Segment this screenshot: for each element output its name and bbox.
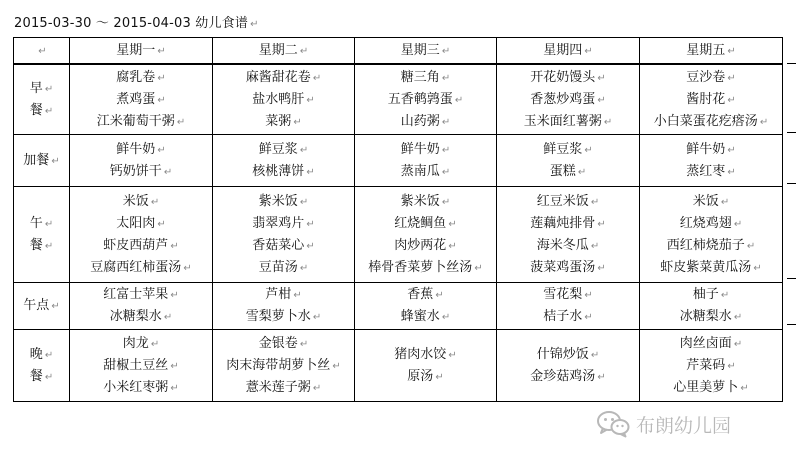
dish-line (640, 355, 782, 377)
dish-text: 鲜牛奶 (400, 141, 440, 157)
dish-text: 盐水鸭肝 (252, 91, 305, 107)
dish-text: 肉炒两花 (394, 237, 447, 253)
menu-cell-breakfast-monday (70, 64, 213, 135)
dish-line (640, 306, 782, 328)
paragraph-mark: ↵ (441, 312, 451, 323)
menu-cell-afternoon-snack-friday (640, 283, 783, 330)
paragraph-mark: ↵ (746, 240, 756, 252)
weekly-menu-table (13, 37, 783, 402)
edge-mark (787, 324, 796, 325)
dish-line (213, 333, 354, 355)
meal-row-snack (14, 135, 783, 187)
dish-text: 雪梨萝卜水 (245, 309, 311, 324)
dish-text: 香葱炒鸡蛋 (530, 91, 596, 107)
menu-cell-lunch-wednesday (355, 187, 497, 283)
paragraph-mark: ↵ (170, 240, 179, 252)
paragraph-mark: ↵ (299, 262, 309, 274)
dish-line (497, 213, 639, 235)
paragraph-mark: ↵ (250, 19, 259, 30)
dish-text: 米饭 (692, 193, 719, 209)
dish-text: 蛋糕 (549, 163, 576, 179)
dish-line (355, 306, 496, 328)
dish-line (70, 89, 212, 111)
paragraph-mark: ↵ (44, 349, 54, 361)
dish-line (70, 139, 212, 161)
dish-line (355, 161, 496, 183)
dish-text: 红烧鸡翅 (679, 215, 732, 231)
paragraph-mark: ↵ (306, 218, 315, 230)
dish-text: 五香鹌鹑蛋 (387, 91, 453, 107)
paragraph-mark: ↵ (441, 166, 451, 178)
paragraph-mark: ↵ (727, 166, 736, 178)
paragraph-mark: ↵ (603, 116, 613, 128)
dish-text: 菜粥 (265, 113, 292, 129)
dish-line (70, 355, 212, 377)
dish-text: 腐乳卷 (116, 69, 156, 85)
paragraph-mark: ↵ (157, 218, 166, 230)
menu-cell-afternoon-snack-thursday (497, 283, 640, 330)
menu-cell-breakfast-wednesday (355, 64, 497, 135)
paragraph-mark: ↵ (435, 371, 444, 383)
dish-text: 糖三角 (400, 69, 440, 85)
dish-text: 星期五 (686, 42, 726, 58)
dish-text: 紫米饭 (258, 193, 298, 209)
dish-text: 核桃薄饼 (252, 163, 305, 179)
paragraph-mark: ↵ (435, 290, 444, 301)
dish-text: 麻酱甜花卷 (245, 69, 311, 85)
menu-cell-afternoon-snack-tuesday (213, 283, 355, 330)
dish-text: 蒸红枣 (686, 163, 726, 179)
menu-cell-lunch-tuesday (213, 187, 355, 283)
menu-cell-dinner-friday (640, 330, 783, 402)
paragraph-mark: ↵ (733, 218, 743, 230)
paragraph-mark: ↵ (441, 45, 451, 57)
dish-line (213, 139, 354, 161)
dish-line (213, 213, 354, 235)
dish-text: 薏米莲子粥 (245, 379, 311, 395)
dish-line (70, 111, 212, 133)
paragraph-mark: ↵ (157, 94, 166, 106)
menu-cell-dinner-tuesday (213, 330, 355, 402)
dish-line (640, 213, 782, 235)
paragraph-mark: ↵ (51, 301, 60, 312)
paragraph-mark: ↵ (170, 382, 179, 394)
meal-label-line (14, 366, 69, 388)
dish-line (355, 191, 496, 213)
paragraph-mark: ↵ (597, 72, 606, 84)
dish-text: 餐 (29, 102, 43, 118)
menu-cell-lunch-friday (640, 187, 783, 283)
paragraph-mark: ↵ (733, 338, 743, 350)
dish-line (355, 111, 496, 133)
paragraph-mark: ↵ (299, 144, 309, 156)
dish-text: 小米红枣粥 (103, 379, 169, 395)
dish-text: 鲜豆浆 (258, 141, 298, 157)
dish-line (213, 306, 354, 328)
day-label (70, 40, 212, 62)
dish-text: 玉米面红薯粥 (523, 113, 602, 129)
dish-text: 星期三 (400, 42, 440, 58)
dish-text: 西红柿烧茄子 (666, 237, 745, 253)
dish-line (640, 139, 782, 161)
dish-text: 虾皮西葫芦 (103, 237, 169, 253)
dish-line (213, 111, 354, 133)
day-header-friday (640, 38, 783, 65)
paragraph-mark: ↵ (44, 371, 54, 383)
paragraph-mark: ↵ (293, 116, 302, 128)
dish-line (640, 111, 782, 133)
dish-text: 什锦炒饭 (536, 346, 589, 362)
dish-text: 江米葡萄干粥 (96, 113, 175, 129)
dish-text: 虾皮紫菜黄瓜汤 (660, 259, 752, 275)
dish-text: 甜椒土豆丝 (103, 357, 169, 373)
paragraph-mark: ↵ (306, 166, 315, 178)
dish-line (213, 257, 354, 279)
edge-mark (787, 132, 796, 133)
dish-line (70, 284, 212, 306)
dish-text: 莲藕炖排骨 (530, 215, 596, 231)
dish-text: 香菇菜心 (252, 237, 305, 253)
menu-cell-snack-thursday (497, 135, 640, 187)
paragraph-mark: ↵ (299, 338, 309, 350)
menu-cell-snack-tuesday (213, 135, 355, 187)
day-header-tuesday (213, 38, 355, 65)
dish-text: 雪花梨 (543, 287, 583, 302)
dish-line (640, 161, 782, 183)
dish-line (355, 366, 496, 388)
edge-mark (787, 183, 796, 184)
dish-line (497, 67, 639, 89)
paragraph-mark: ↵ (448, 240, 457, 252)
dish-line (355, 257, 496, 279)
menu-cell-snack-monday (70, 135, 213, 187)
dish-line (497, 284, 639, 306)
dish-text: 翡翠鸡片 (252, 215, 305, 231)
dish-text: 芹菜码 (686, 357, 726, 373)
day-label (497, 40, 639, 62)
paragraph-mark: ↵ (733, 312, 743, 323)
dish-text: 山药粥 (400, 113, 440, 129)
menu-cell-lunch-monday (70, 187, 213, 283)
paragraph-mark: ↵ (740, 382, 749, 394)
paragraph-mark: ↵ (163, 312, 173, 323)
menu-cell-breakfast-friday (640, 64, 783, 135)
paragraph-mark: ↵ (597, 94, 606, 106)
meal-label-line (14, 150, 69, 172)
paragraph-mark: ↵ (590, 240, 600, 252)
edge-mark (787, 63, 796, 64)
dish-text: 猪肉水饺 (394, 346, 447, 362)
paragraph-mark: ↵ (51, 155, 60, 167)
menu-cell-snack-friday (640, 135, 783, 187)
dish-text: 餐 (29, 368, 43, 384)
dish-text: 星期一 (116, 42, 156, 58)
menu-cell-dinner-thursday (497, 330, 640, 402)
paragraph-mark: ↵ (584, 144, 593, 156)
paragraph-mark: ↵ (441, 144, 451, 156)
watermark-text: 布朗幼儿园 (636, 414, 732, 437)
paragraph-mark: ↵ (584, 45, 593, 57)
dish-text: 红烧鲷鱼 (394, 215, 447, 231)
dish-line (497, 344, 639, 366)
paragraph-mark: ↵ (170, 360, 179, 372)
menu-cell-breakfast-thursday (497, 64, 640, 135)
dish-line (70, 333, 212, 355)
meal-row-breakfast (14, 64, 783, 135)
dish-line (640, 333, 782, 355)
paragraph-mark: ↵ (157, 144, 166, 156)
dish-line (213, 67, 354, 89)
meal-label-line (14, 295, 69, 317)
dish-text: 鲜牛奶 (686, 141, 726, 157)
dish-text: 肉龙 (122, 335, 149, 351)
paragraph-mark: ↵ (44, 240, 54, 252)
paragraph-mark: ↵ (720, 290, 730, 301)
day-label (213, 40, 354, 62)
menu-cell-breakfast-tuesday (213, 64, 355, 135)
paragraph-mark: ↵ (312, 72, 322, 84)
paragraph-mark: ↵ (441, 116, 451, 128)
paragraph-mark: ↵ (759, 116, 769, 128)
meal-label-dinner (14, 330, 70, 402)
paragraph-mark: ↵ (293, 290, 302, 301)
paragraph-mark: ↵ (753, 262, 762, 274)
dish-line (497, 139, 639, 161)
dish-line (70, 377, 212, 399)
dish-line (213, 89, 354, 111)
dish-line (70, 235, 212, 257)
dish-line (70, 67, 212, 89)
paragraph-mark: ↵ (170, 290, 179, 301)
paragraph-mark: ↵ (448, 218, 457, 230)
meal-label-line (14, 344, 69, 366)
dish-text: 太阳肉 (116, 215, 156, 231)
dish-text: 紫米饭 (400, 193, 440, 209)
dish-text: 冰糖梨水 (109, 309, 162, 324)
dish-text: 金珍菇鸡汤 (530, 368, 596, 384)
dish-text: 鲜豆浆 (543, 141, 583, 157)
paragraph-mark: ↵ (727, 72, 736, 84)
dish-line (640, 257, 782, 279)
paragraph-mark: ↵ (163, 166, 173, 178)
paragraph-mark: ↵ (584, 290, 593, 301)
meal-row-dinner (14, 330, 783, 402)
dish-line (640, 284, 782, 306)
paragraph-mark: ↵ (312, 382, 322, 394)
meal-label-breakfast (14, 64, 70, 135)
paragraph-mark: ↵ (157, 72, 166, 84)
paragraph-mark: ↵ (150, 196, 160, 208)
dish-line (355, 213, 496, 235)
watermark (596, 409, 731, 439)
dish-line (640, 191, 782, 213)
paragraph-mark: ↵ (448, 349, 457, 361)
dish-text: 柚子 (692, 287, 719, 302)
paragraph-mark: ↵ (727, 360, 736, 372)
dish-text: 蒸南瓜 (400, 163, 440, 179)
paragraph-mark: ↵ (332, 360, 341, 372)
dish-line (70, 257, 212, 279)
dish-text: 香蕉 (407, 287, 434, 302)
dish-line (70, 191, 212, 213)
dish-text: 早 (29, 80, 43, 96)
wechat-icon (596, 410, 630, 438)
day-header-wednesday (355, 38, 497, 65)
dish-text: 星期二 (258, 42, 298, 58)
header-row (14, 38, 783, 65)
dish-text: 蜂蜜水 (400, 309, 440, 324)
dish-text: 钙奶饼干 (109, 163, 162, 179)
paragraph-mark: ↵ (38, 45, 47, 57)
dish-text: 豆苗汤 (258, 259, 298, 275)
dish-line (497, 306, 639, 328)
meal-label-line (14, 235, 69, 257)
meal-label-line (14, 100, 69, 122)
dish-text: 芦柑 (265, 287, 292, 302)
dish-line (213, 235, 354, 257)
dish-line (213, 377, 354, 399)
menu-table-body (14, 38, 783, 402)
menu-cell-dinner-monday (70, 330, 213, 402)
dish-line (355, 235, 496, 257)
dish-text: 加餐 (23, 152, 50, 168)
paragraph-mark: ↵ (157, 45, 166, 57)
paragraph-mark: ↵ (584, 312, 593, 323)
menu-cell-snack-wednesday (355, 135, 497, 187)
dish-line (355, 284, 496, 306)
dish-text: 棒骨香菜萝卜丝汤 (368, 259, 473, 275)
meal-row-lunch (14, 187, 783, 283)
edge-mark (787, 278, 796, 279)
day-label (355, 40, 496, 62)
dish-text: 开花奶馒头 (530, 69, 596, 85)
paragraph-mark: ↵ (299, 196, 309, 208)
dish-text: 午 (29, 215, 43, 231)
dish-line (355, 344, 496, 366)
meal-label-afternoon-snack (14, 283, 70, 330)
dish-text: 菠菜鸡蛋汤 (530, 259, 596, 275)
date-range: 2015-03-30 ～ 2015-04-03 幼儿食谱 (14, 16, 249, 31)
paragraph-mark: ↵ (306, 240, 315, 252)
dish-line (70, 306, 212, 328)
dish-line (497, 191, 639, 213)
paragraph-mark: ↵ (312, 312, 322, 323)
paragraph-mark: ↵ (720, 196, 730, 208)
dish-line (497, 89, 639, 111)
dish-text: 桔子水 (543, 309, 583, 324)
menu-title (14, 14, 259, 35)
paragraph-mark: ↵ (597, 262, 606, 274)
paragraph-mark: ↵ (183, 262, 192, 274)
meal-label-line (14, 213, 69, 235)
dish-text: 冰糖梨水 (679, 309, 732, 324)
meal-label-line (14, 78, 69, 100)
menu-cell-dinner-wednesday (355, 330, 497, 402)
paragraph-mark: ↵ (727, 45, 736, 57)
day-label (640, 40, 782, 62)
dish-text: 肉丝卤面 (679, 335, 732, 351)
dish-line (213, 355, 354, 377)
dish-text: 餐 (29, 237, 43, 253)
dish-text: 晚 (29, 346, 43, 362)
dish-line (640, 377, 782, 399)
dish-line (640, 67, 782, 89)
corner-cell (14, 38, 70, 65)
dish-text: 金银卷 (258, 335, 298, 351)
dish-line (497, 161, 639, 183)
paragraph-mark: ↵ (590, 196, 600, 208)
dish-text: 海米冬瓜 (536, 237, 589, 253)
paragraph-mark: ↵ (577, 166, 587, 178)
paragraph-mark: ↵ (597, 371, 606, 383)
dish-line (355, 139, 496, 161)
paragraph-mark: ↵ (44, 218, 54, 230)
dish-line (213, 191, 354, 213)
dish-text: 小白菜蛋花疙瘩汤 (653, 113, 758, 129)
day-header-thursday (497, 38, 640, 65)
paragraph-mark: ↵ (590, 349, 600, 361)
dish-text: 豆沙卷 (686, 69, 726, 85)
dish-line (213, 284, 354, 306)
dish-text: 鲜牛奶 (116, 141, 156, 157)
menu-cell-afternoon-snack-wednesday (355, 283, 497, 330)
paragraph-mark: ↵ (474, 262, 483, 274)
dish-line (640, 89, 782, 111)
paragraph-mark: ↵ (44, 105, 54, 117)
dish-line (355, 89, 496, 111)
meal-label-lunch (14, 187, 70, 283)
dish-line (70, 161, 212, 183)
dish-line (497, 111, 639, 133)
paragraph-mark: ↵ (727, 144, 736, 156)
dish-line (497, 257, 639, 279)
dish-line (497, 366, 639, 388)
paragraph-mark: ↵ (727, 94, 736, 106)
dish-text: 心里美萝卜 (673, 379, 739, 395)
paragraph-mark: ↵ (299, 45, 309, 57)
day-header-monday (70, 38, 213, 65)
paragraph-mark: ↵ (441, 72, 451, 84)
dish-line (213, 161, 354, 183)
paragraph-mark: ↵ (597, 218, 606, 230)
paragraph-mark: ↵ (150, 338, 160, 350)
dish-text: 肉末海带胡萝卜丝 (226, 357, 331, 373)
paragraph-mark: ↵ (44, 83, 54, 95)
dish-text: 原汤 (407, 368, 434, 384)
dish-line (640, 235, 782, 257)
menu-cell-afternoon-snack-monday (70, 283, 213, 330)
dish-text: 酱肘花 (686, 91, 726, 107)
dish-line (497, 235, 639, 257)
dish-line (70, 213, 212, 235)
dish-text: 豆腐西红柿蛋汤 (90, 259, 182, 275)
dish-text: 红富士苹果 (103, 287, 169, 302)
dish-text: 红豆米饭 (536, 193, 589, 209)
paragraph-mark: ↵ (176, 116, 186, 128)
dish-text: 煮鸡蛋 (116, 91, 156, 107)
dish-line (355, 67, 496, 89)
meal-label-snack (14, 135, 70, 187)
dish-text: 星期四 (543, 42, 583, 58)
meal-row-afternoon-snack (14, 283, 783, 330)
paragraph-mark: ↵ (306, 94, 315, 106)
dish-text: 午点 (23, 298, 50, 313)
paragraph-mark: ↵ (454, 94, 464, 106)
paragraph-mark: ↵ (441, 196, 451, 208)
menu-cell-lunch-thursday (497, 187, 640, 283)
dish-text: 米饭 (122, 193, 149, 209)
